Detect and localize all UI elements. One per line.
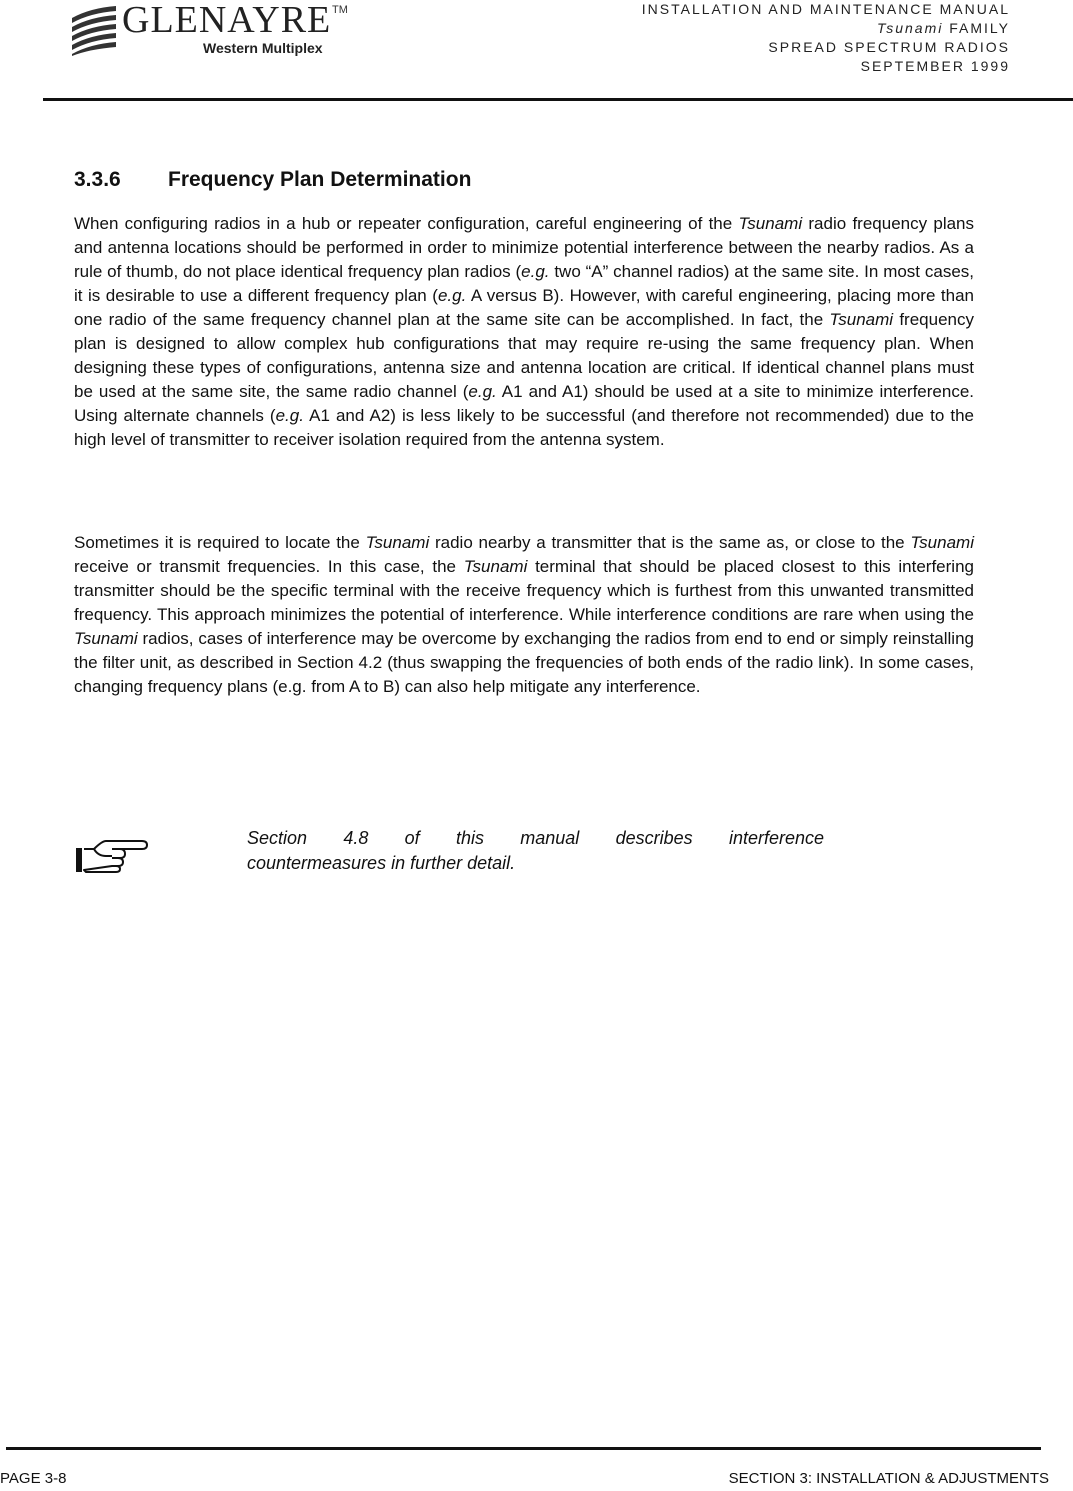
text-run: Sometimes it is required to locate the	[74, 533, 366, 552]
text-run: radio nearby a transmitter that is the same as, or close to the	[429, 533, 911, 552]
header-manual-title: INSTALLATION AND MAINTENANCE MANUAL	[641, 1, 1010, 17]
logo-subtitle: Western Multiplex	[203, 40, 323, 56]
footer-section-title: SECTION 3: INSTALLATION & ADJUSTMENTS	[728, 1470, 1049, 1487]
italic-text: e.g.	[468, 382, 497, 401]
text-run: radios, cases of interference may be overcome by exchanging the radios from end to end or simply reinstalling the filter unit, as described in Section 4.2 (thus swapping the frequencies of both ends of the radio link). In some cases, changing frequency plans (e.g. from A to B) can also help mitigate any interference.	[74, 629, 974, 696]
note-text	[247, 826, 824, 876]
italic-text: e.g.	[437, 286, 467, 305]
italic-text: Tsunami	[74, 629, 138, 648]
text-run: A1 and A1) should be used at a site to minimize interference. Using alternate channels (	[74, 382, 975, 425]
page-number: PAGE 3-8	[0, 1470, 67, 1487]
header-family	[642, 19, 1010, 38]
text-run: two “A” channel radios) at the same site. In most cases, it is desirable to use a different frequency plan (	[74, 262, 974, 305]
logo-wordmark: GLENAYRE	[122, 0, 332, 41]
italic-text: Tsunami	[829, 310, 894, 329]
text-run: receive or transmit frequencies. In this case, the	[74, 557, 464, 576]
header-divider	[43, 98, 1073, 101]
italic-text: e.g.	[275, 406, 304, 425]
header-family-rest: FAMILY	[943, 20, 1010, 36]
text-run: A1 and A2) is less likely to be successful (and therefore not recommended) due to the high level of transmitter to receiver isolation required from the antenna system.	[74, 406, 974, 449]
header-family-italic: Tsunami	[876, 20, 944, 36]
paragraph	[74, 531, 974, 699]
text-run: A versus B). However, with careful engineering, placing more than one radio of the same frequency channel plan at the same site can be accomplished. In fact, the	[74, 286, 974, 329]
document-header	[642, 0, 1010, 76]
italic-text: Tsunami	[463, 557, 528, 576]
glenayre-logo	[70, 2, 370, 60]
note-line-1: Section 4.8 of this manual describes interference	[247, 828, 824, 848]
footer-divider	[6, 1447, 1041, 1450]
pointing-hand-icon	[72, 836, 150, 876]
italic-text: Tsunami	[738, 214, 803, 233]
italic-text: Tsunami	[910, 533, 974, 552]
italic-text: e.g.	[521, 262, 550, 281]
paragraph	[74, 212, 974, 452]
logo-swoosh-icon	[70, 4, 120, 56]
text-run: radio frequency plans and antenna locations should be performed in order to minimize potential interference between the nearby radios. As a rule of thumb, do not place identical frequency plan radios (	[74, 214, 974, 281]
text-run: frequency plan is designed to allow complex hub configurations that may require re-using the same frequency plan. When designing these types of configurations, antenna size and antenna location are critical. If identical channel plans must be used at the same site, the same radio channel (	[74, 310, 974, 401]
note-line-2: countermeasures in further detail.	[247, 853, 516, 873]
italic-text: Tsunami	[365, 533, 430, 552]
text-run: When configuring radios in a hub or repeater configuration, careful engineering of the	[74, 214, 739, 233]
logo-trademark: TM	[332, 4, 348, 16]
text-run: terminal that should be placed closest to this interfering transmitter should be the specific terminal with the receive frequency which is furthest from this unwanted transmitted frequency. This approach minimizes the potential of interference. While interference conditions are rare when using the	[74, 557, 974, 624]
header-date: SEPTEMBER 1999	[860, 58, 1010, 74]
section-title: Frequency Plan Determination	[168, 168, 472, 191]
header-product: SPREAD SPECTRUM RADIOS	[768, 39, 1010, 55]
section-number: 3.3.6	[74, 168, 121, 191]
section-heading	[74, 168, 471, 192]
